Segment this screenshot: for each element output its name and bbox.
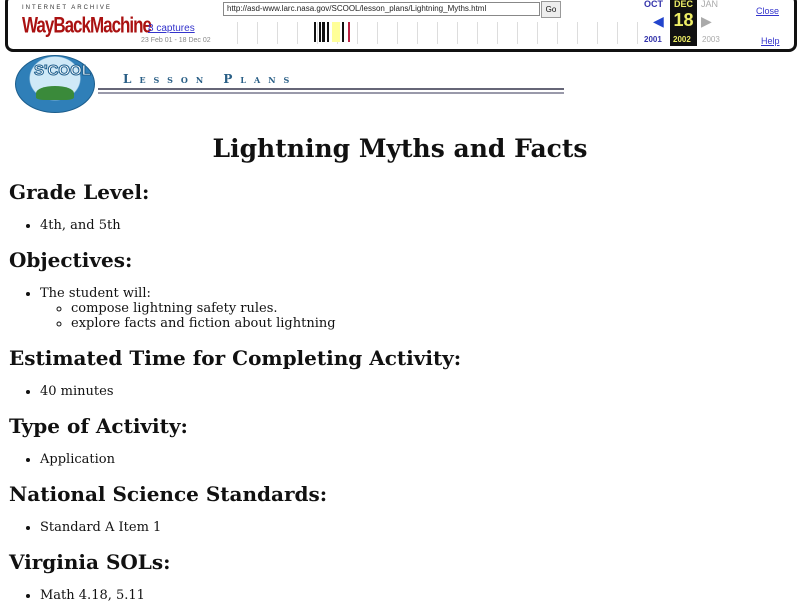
sub-list-item: ◦ explore facts and fiction about lightning [71, 316, 791, 331]
capture-timeline[interactable] [218, 22, 638, 44]
help-link[interactable]: Help [761, 36, 780, 46]
captures-link[interactable]: 8 captures [148, 23, 195, 34]
section-banner: Lesson Plans [123, 72, 298, 86]
wayback-logo[interactable]: WayBackMachine [22, 13, 151, 38]
page-title: Lightning Myths and Facts [212, 134, 588, 163]
wayback-toolbar [5, 0, 797, 52]
current-year: 2002 [673, 35, 691, 44]
list-item: • Standard A Item 1 [40, 520, 791, 535]
list-item: • Application [40, 452, 791, 467]
section-heading: Type of Activity: [9, 414, 188, 438]
close-link[interactable]: Close [756, 6, 780, 16]
lesson-content [9, 133, 791, 603]
current-month: DEC [674, 0, 694, 9]
scool-logo: S'COOL [15, 55, 95, 113]
next-arrow-icon: ▶ [701, 13, 712, 29]
internet-archive-label: INTERNET ARCHIVE [22, 5, 112, 11]
section-heading: Estimated Time for Completing Activity: [9, 346, 462, 370]
section-heading: National Science Standards: [9, 482, 328, 506]
url-input[interactable]: http://asd-www.larc.nasa.gov/SCOOL/lesson_plans/Lightning_Myths.html [223, 2, 540, 16]
section-heading: Grade Level: [9, 180, 150, 204]
list-item: • 40 minutes [40, 384, 791, 399]
section-heading: Objectives: [9, 248, 133, 272]
prev-year[interactable]: 2001 [644, 35, 662, 44]
list-item: • 4th, and 5th [40, 218, 791, 233]
next-year: 2003 [702, 35, 720, 44]
banner-rule [98, 88, 564, 94]
section-heading: Virginia SOLs: [9, 550, 171, 574]
next-month: JAN [701, 0, 719, 9]
capture-range: 23 Feb 01 - 18 Dec 02 [141, 37, 211, 44]
prev-arrow-icon[interactable]: ◀ [653, 13, 664, 29]
sub-list-item: ◦ compose lightning safety rules. [71, 301, 791, 316]
list-item: • The student will: ◦ compose lightning safety rules. ◦ explore facts and fiction about lightning [40, 286, 791, 331]
current-day: 18 [673, 10, 694, 30]
go-button[interactable]: Go [541, 1, 561, 18]
prev-month[interactable]: OCT [644, 0, 663, 9]
list-item: • Math 4.18, 5.11 [40, 588, 791, 603]
